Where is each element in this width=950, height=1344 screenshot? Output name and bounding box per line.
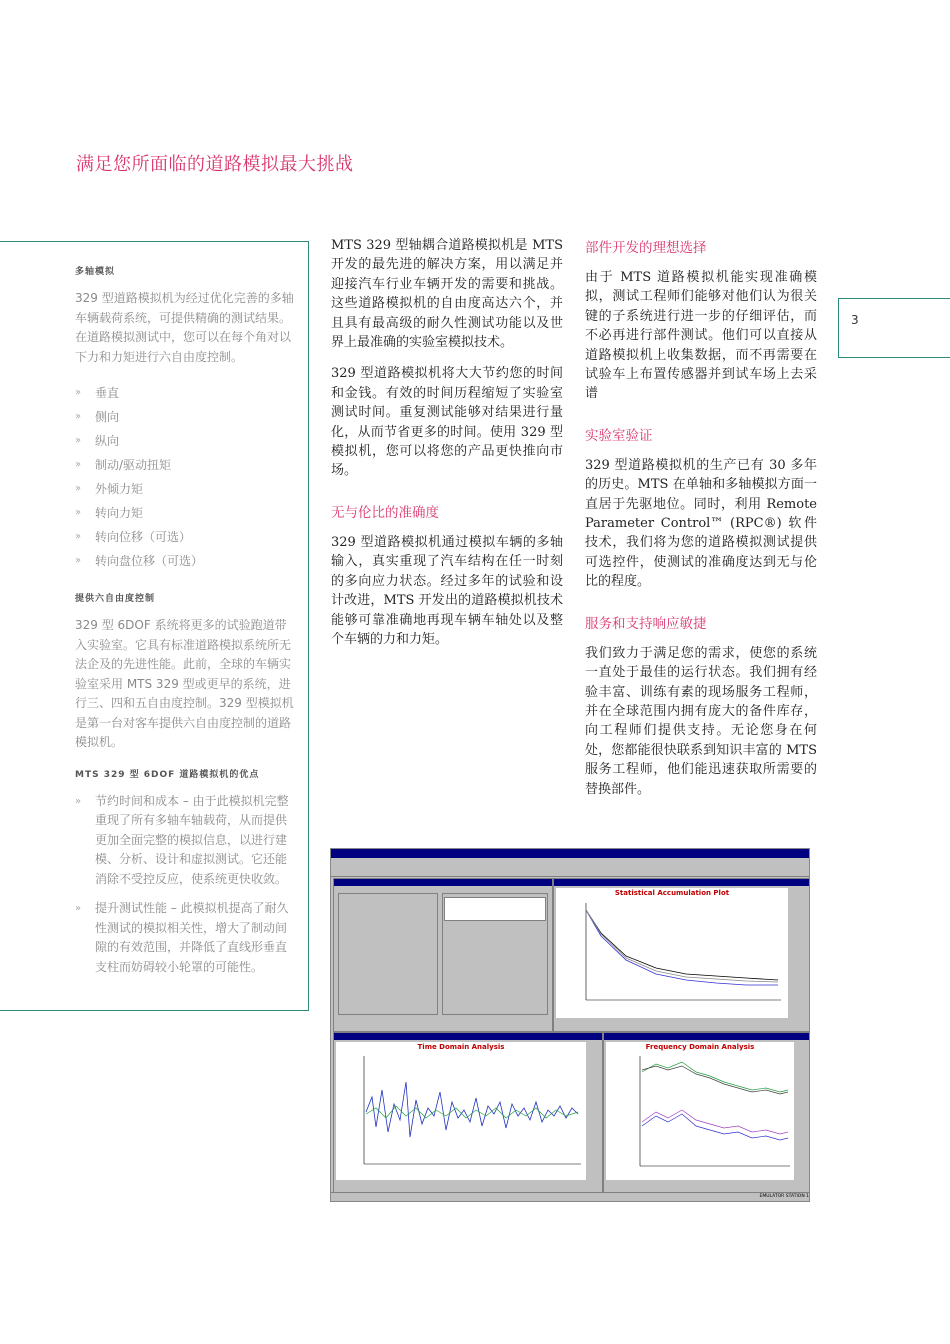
stats-plot [556, 888, 788, 1018]
page-title: 满足您所面临的道路模拟最大挑战 [76, 154, 354, 175]
list-item: » 转向力矩 [75, 501, 295, 525]
body-paragraph: MTS 329 型轴耦合道路模拟机是 MTS 开发的最先进的解决方案，用以满足并迎接汽车行业车辆开发的需要和挑战。这些道路模拟机的自由度高达六个，并且具有最高级的耐久性测试功能以及世界上最准确的实验室模拟技术。 [331, 238, 563, 351]
list-item: » 侧向 [75, 405, 295, 429]
software-screenshot [330, 848, 810, 1202]
section-heading-service: 服务和支持响应敏捷 [585, 615, 707, 632]
plot-title: Statistical Accumulation Plot [614, 889, 730, 897]
list-item: » 提升测试性能 – 此模拟机提高了耐久性测试的模拟相关性，增大了制动间隙的有效范围，并降低了直线形垂直支柱而妨碍较小轮罩的可能性。 [75, 899, 295, 977]
screenshot-menubar [331, 858, 809, 866]
frequency-domain-traces [606, 1042, 794, 1180]
list-item: » 纵向 [75, 429, 295, 453]
page-number-box [838, 298, 950, 358]
list-item: » 转向盘位移（可选） [75, 549, 295, 573]
sidebar-6dof-text: 329 型 6DOF 系统将更多的试验跑道带入实验室。它具有标准道路模拟系统所无法企及的先进性能。此前，全球的车辆实验室采用 MTS 329 型或更早的系统，进行三、四和五自由度控制。329 型模拟机是第一台对客车提供六自由度控制的道路模拟机。 [75, 618, 294, 749]
screenshot-statusbar: EMULATOR STATION 1 [331, 1192, 809, 1201]
list-item: » 垂直 [75, 381, 295, 405]
body-paragraph: 我们致力于满足您的需求，使您的系统一直处于最佳的运行状态。我们拥有经验丰富、训练有素的现场服务工程师，并在全球范围内拥有庞大的备件库存，向工程师们提供支持。无论您身在何处，您都能很快联系到知识丰富的 MTS 服务工程师，他们能迅速获取所需要的替换部件。 [585, 645, 817, 797]
frequency-domain-plot [606, 1042, 794, 1180]
sidebar-heading-benefits: MTS 329 型 6DOF 道路模拟机的优点 [75, 769, 260, 780]
sidebar-heading-6dof: 提供六自由度控制 [75, 594, 156, 604]
stats-curves [556, 888, 788, 1018]
time-domain-window [333, 1032, 603, 1194]
sidebar-panel [0, 241, 309, 1011]
sidebar-heading-multiaxis: 多轴模拟 [75, 267, 116, 277]
page-number: 3 [851, 313, 859, 327]
time-domain-plot [336, 1042, 586, 1180]
section-heading-accuracy: 无与伦比的准确度 [331, 504, 439, 521]
list-item: » 制动/驱动扭矩 [75, 453, 295, 477]
body-paragraph: 329 型道路模拟机将大大节约您的时间和金钱。有效的时间历程缩短了实验室测试时间。重复测试能够对结果进行量化，从而节省更多的时间。使用 329 型模拟机，您可以将您的产品更快推向市场。 [331, 366, 563, 479]
sidebar-intro: 329 型道路模拟机为经过优化完善的多轴车辆载荷系统，可提供精确的测试结果。在道路模拟测试中，您可以在每个角对以下力和力矩进行六自由度控制。 [75, 291, 294, 364]
screenshot-toolbar [331, 866, 809, 877]
column-middle [331, 236, 563, 661]
frequency-domain-window [603, 1032, 810, 1194]
dof-list [75, 381, 295, 573]
plot-title: Frequency Domain Analysis [645, 1043, 755, 1051]
body-paragraph: 329 型道路模拟机的生产已有 30 多年的历史。MTS 在单轴和多轴模拟方面一直居于先驱地位。同时，利用 Remote Parameter Control™ (RPC®) 软件技术，我们将为您的道路模拟测试提供可选控件，使测试的准确度达到无与伦比的程度。 [585, 457, 817, 590]
screenshot-titlebar [331, 849, 809, 858]
list-item: » 转向位移（可选） [75, 525, 295, 549]
list-item: » 外倾力矩 [75, 477, 295, 501]
time-domain-trace [336, 1042, 586, 1180]
column-right [585, 236, 817, 811]
stats-window [553, 878, 810, 1032]
body-paragraph: 由于 MTS 道路模拟机能实现准确模拟，测试工程师们能够对他们认为很关键的子系统进行进一步的仔细评估，而不必再进行部件测试。他们可以直接从道路模拟机上收集数据，而不再需要在试验车上布置传感器并到试车场上去采谱 [585, 270, 817, 402]
list-item: » 节约时间和成本 – 由于此模拟机完整重现了所有多轴车轴载荷，从而提供更加全面完整的模拟信息，以进行建模、分析、设计和虚拟测试。它还能消除不受控反应，使系统更快收敛。 [75, 792, 295, 890]
benefits-list [75, 792, 295, 978]
body-paragraph: 329 型道路模拟机通过模拟车辆的多轴输入，真实重现了汽车结构在任一时刻的多向应力状态。经过多年的试验和设计改进，MTS 开发出的道路模拟机技术能够可靠准确地再现车辆车轴处以及整个车辆的力和力矩。 [331, 534, 563, 647]
section-heading-lab-validation: 实验室验证 [585, 427, 653, 444]
section-heading-component: 部件开发的理想选择 [585, 240, 707, 256]
settings-window [333, 878, 553, 1032]
plot-title: Time Domain Analysis [417, 1043, 505, 1051]
